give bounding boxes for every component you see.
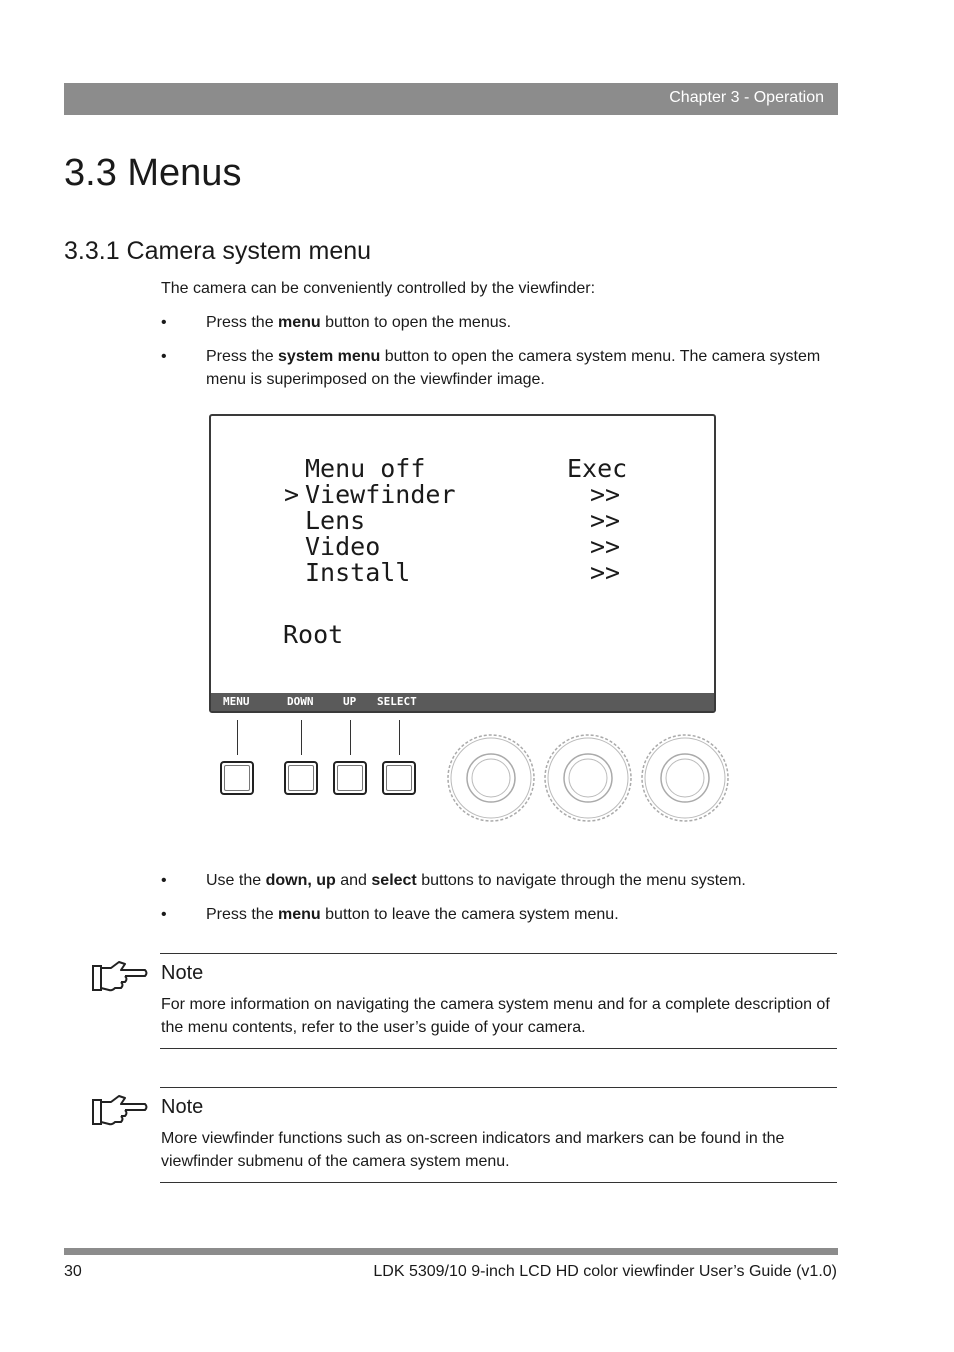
intro-text: The camera can be conveniently controlled by the viewfinder:: [161, 280, 596, 297]
subsection-title: 3.3.1 Camera system menu: [64, 237, 372, 265]
chapter-label: Chapter 3 - Operation: [669, 89, 824, 106]
down-hardware-button: [284, 761, 318, 795]
chapter-header-bar: [64, 83, 838, 115]
note-text: More viewfinder functions such as on-screen indicators and markers can be found in the viewfinder submenu of the camera system menu.: [161, 1130, 785, 1170]
menu-cursor: >: [284, 480, 300, 509]
bullet-text: Press the menu button to leave the camera system menu.: [206, 906, 619, 923]
menu-item-label: Lens: [305, 506, 366, 535]
menu-item-label: Viewfinder: [305, 480, 456, 509]
bullet-text: Press the system menu button to open the camera system menu. The camera system menu is superimposed on the viewfinder image.: [206, 348, 821, 388]
menu-item-label: Install: [305, 558, 411, 587]
note-rule-top: [160, 953, 837, 954]
note-title: Note: [161, 962, 204, 984]
menu-hardware-button: [220, 761, 254, 795]
note-rule-bottom: [160, 1048, 837, 1049]
section-title: 3.3 Menus: [64, 152, 242, 194]
note-rule-top: [160, 1087, 837, 1088]
select-hardware-button: [382, 761, 416, 795]
bullet-text: Use the down, up and select buttons to navigate through the menu system.: [206, 872, 746, 889]
screen-label-select: SELECT: [377, 695, 417, 708]
note-title: Note: [161, 1096, 204, 1118]
leader-line: [399, 720, 400, 755]
bullet-dot: •: [161, 906, 167, 923]
bullet-dot: •: [161, 314, 167, 331]
document-title: LDK 5309/10 9-inch LCD HD color viewfinder User’s Guide (v1.0): [373, 1263, 837, 1280]
note-rule-bottom: [160, 1182, 837, 1183]
menu-item-label: Menu off: [305, 454, 426, 483]
menu-item-value: Exec: [567, 454, 628, 483]
menu-item-label: Video: [305, 532, 381, 561]
footer-bar: [64, 1248, 838, 1255]
up-hardware-button: [333, 761, 367, 795]
menu-level-label: Root: [283, 620, 344, 649]
leader-line: [350, 720, 351, 755]
menu-item-value: >>: [590, 558, 621, 587]
pointing-hand-icon: [91, 1094, 149, 1128]
screen-button-bar: [211, 693, 714, 711]
bullet-text: Press the menu button to open the menus.: [206, 314, 512, 331]
page-number: 30: [64, 1263, 82, 1280]
menu-item-value: >>: [590, 480, 621, 509]
knob-icon: [446, 733, 536, 823]
knob-icon: [640, 733, 730, 823]
bullet-dot: •: [161, 348, 167, 365]
leader-line: [301, 720, 302, 755]
note-text: For more information on navigating the camera system menu and for a complete description of the menu contents, refer to the user’s guide of your camera.: [161, 996, 830, 1036]
pointing-hand-icon: [91, 960, 149, 994]
bullet-dot: •: [161, 872, 167, 889]
screen-label-menu: MENU: [223, 695, 250, 708]
screen-label-down: DOWN: [287, 695, 314, 708]
viewfinder-screen: [209, 414, 716, 713]
menu-item-value: >>: [590, 506, 621, 535]
knob-icon: [543, 733, 633, 823]
leader-line: [237, 720, 238, 755]
menu-item-value: >>: [590, 532, 621, 561]
screen-label-up: UP: [343, 695, 357, 708]
